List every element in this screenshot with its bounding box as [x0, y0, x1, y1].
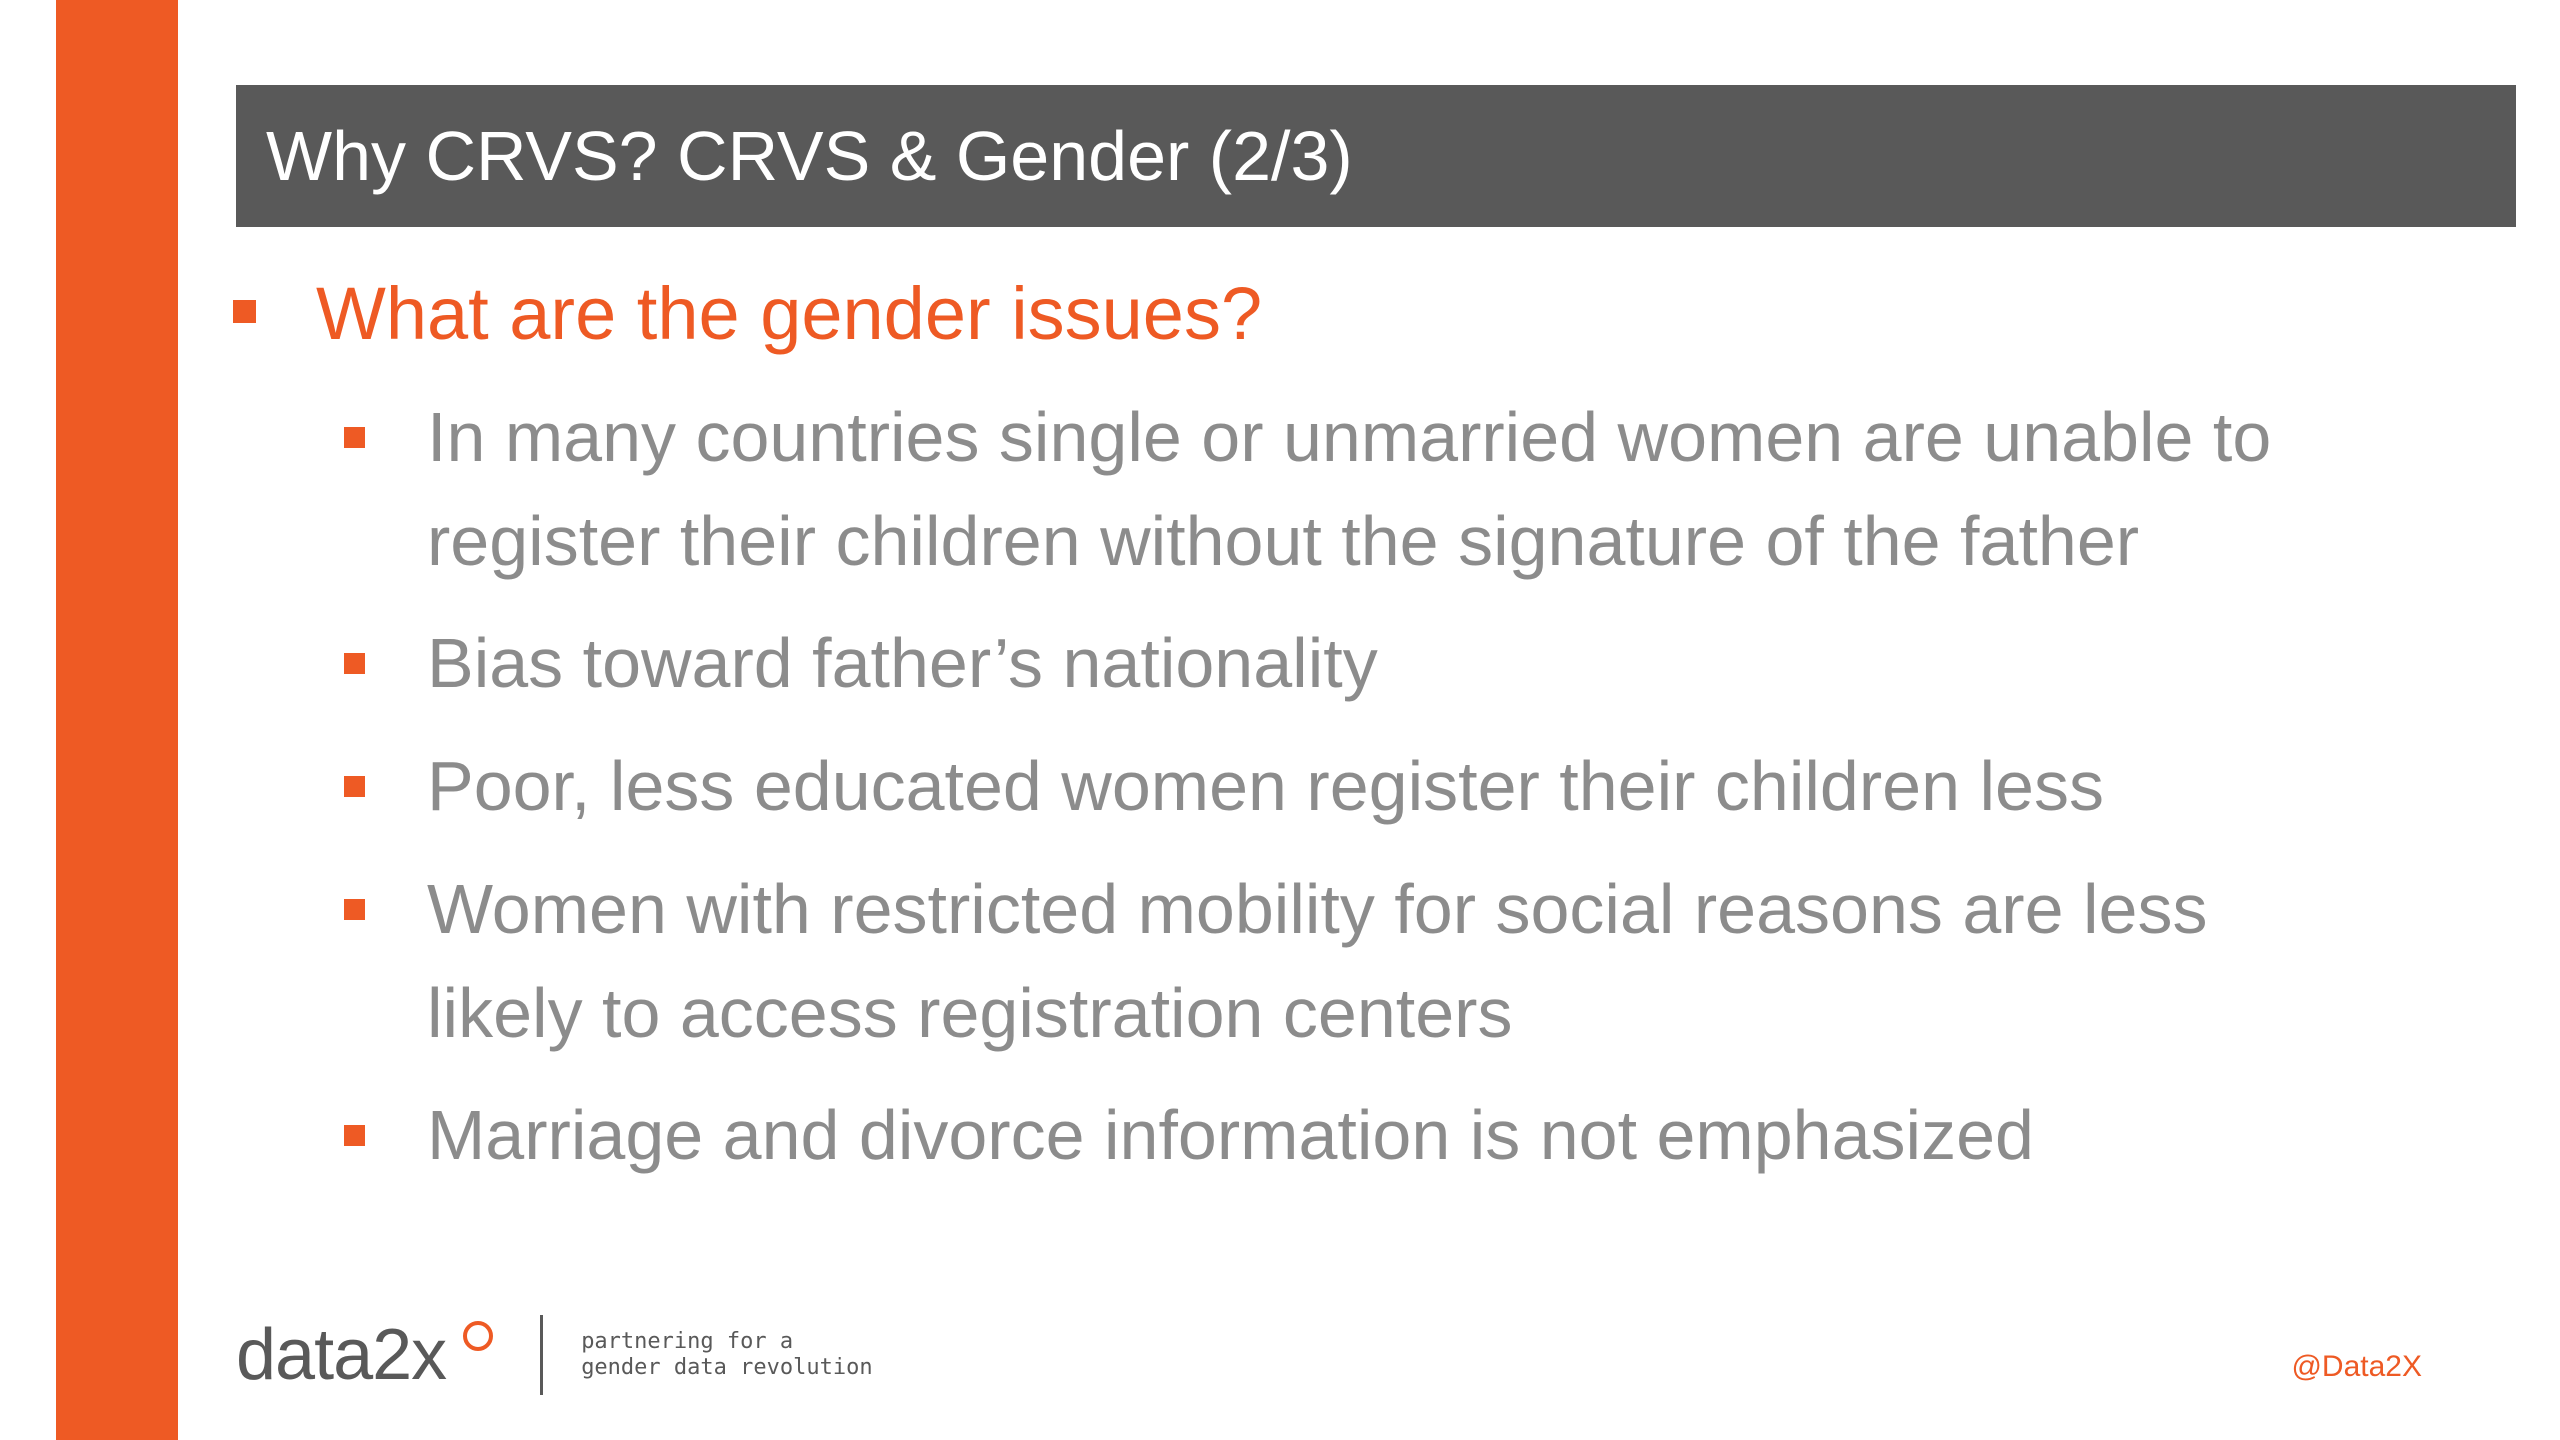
point-line: register their children without the signature of the father	[427, 502, 2140, 580]
logo-circle-icon	[448, 1320, 496, 1390]
tagline-line-2: gender data revolution	[581, 1355, 873, 1380]
square-bullet-icon	[344, 776, 365, 797]
square-bullet-icon	[344, 427, 365, 448]
point-line: Poor, less educated women register their children less	[427, 747, 2104, 825]
logo-divider	[540, 1315, 543, 1395]
point-line: Bias toward father’s nationality	[427, 624, 1378, 702]
social-handle: @Data2X	[2291, 1350, 2422, 1383]
square-bullet-icon	[344, 899, 365, 920]
logo-wordmark: data2x	[236, 1315, 447, 1395]
point-line: Marriage and divorce information is not emphasized	[427, 1096, 2034, 1174]
tagline-line-1: partnering for a	[581, 1329, 794, 1354]
data2x-logo	[236, 1300, 873, 1410]
point-line: Women with restricted mobility for social reasons are less	[427, 870, 2208, 948]
point-line: likely to access registration centers	[427, 974, 1513, 1052]
heading-text: What are the gender issues?	[316, 272, 1263, 355]
slide-title: Why CRVS? CRVS & Gender (2/3)	[266, 117, 1353, 195]
square-bullet-icon	[344, 653, 365, 674]
point-line: In many countries single or unmarried women are unable to	[427, 398, 2272, 476]
logo-tagline	[581, 1329, 872, 1381]
square-bullet-icon	[344, 1125, 365, 1146]
square-bullet-icon	[233, 300, 256, 323]
